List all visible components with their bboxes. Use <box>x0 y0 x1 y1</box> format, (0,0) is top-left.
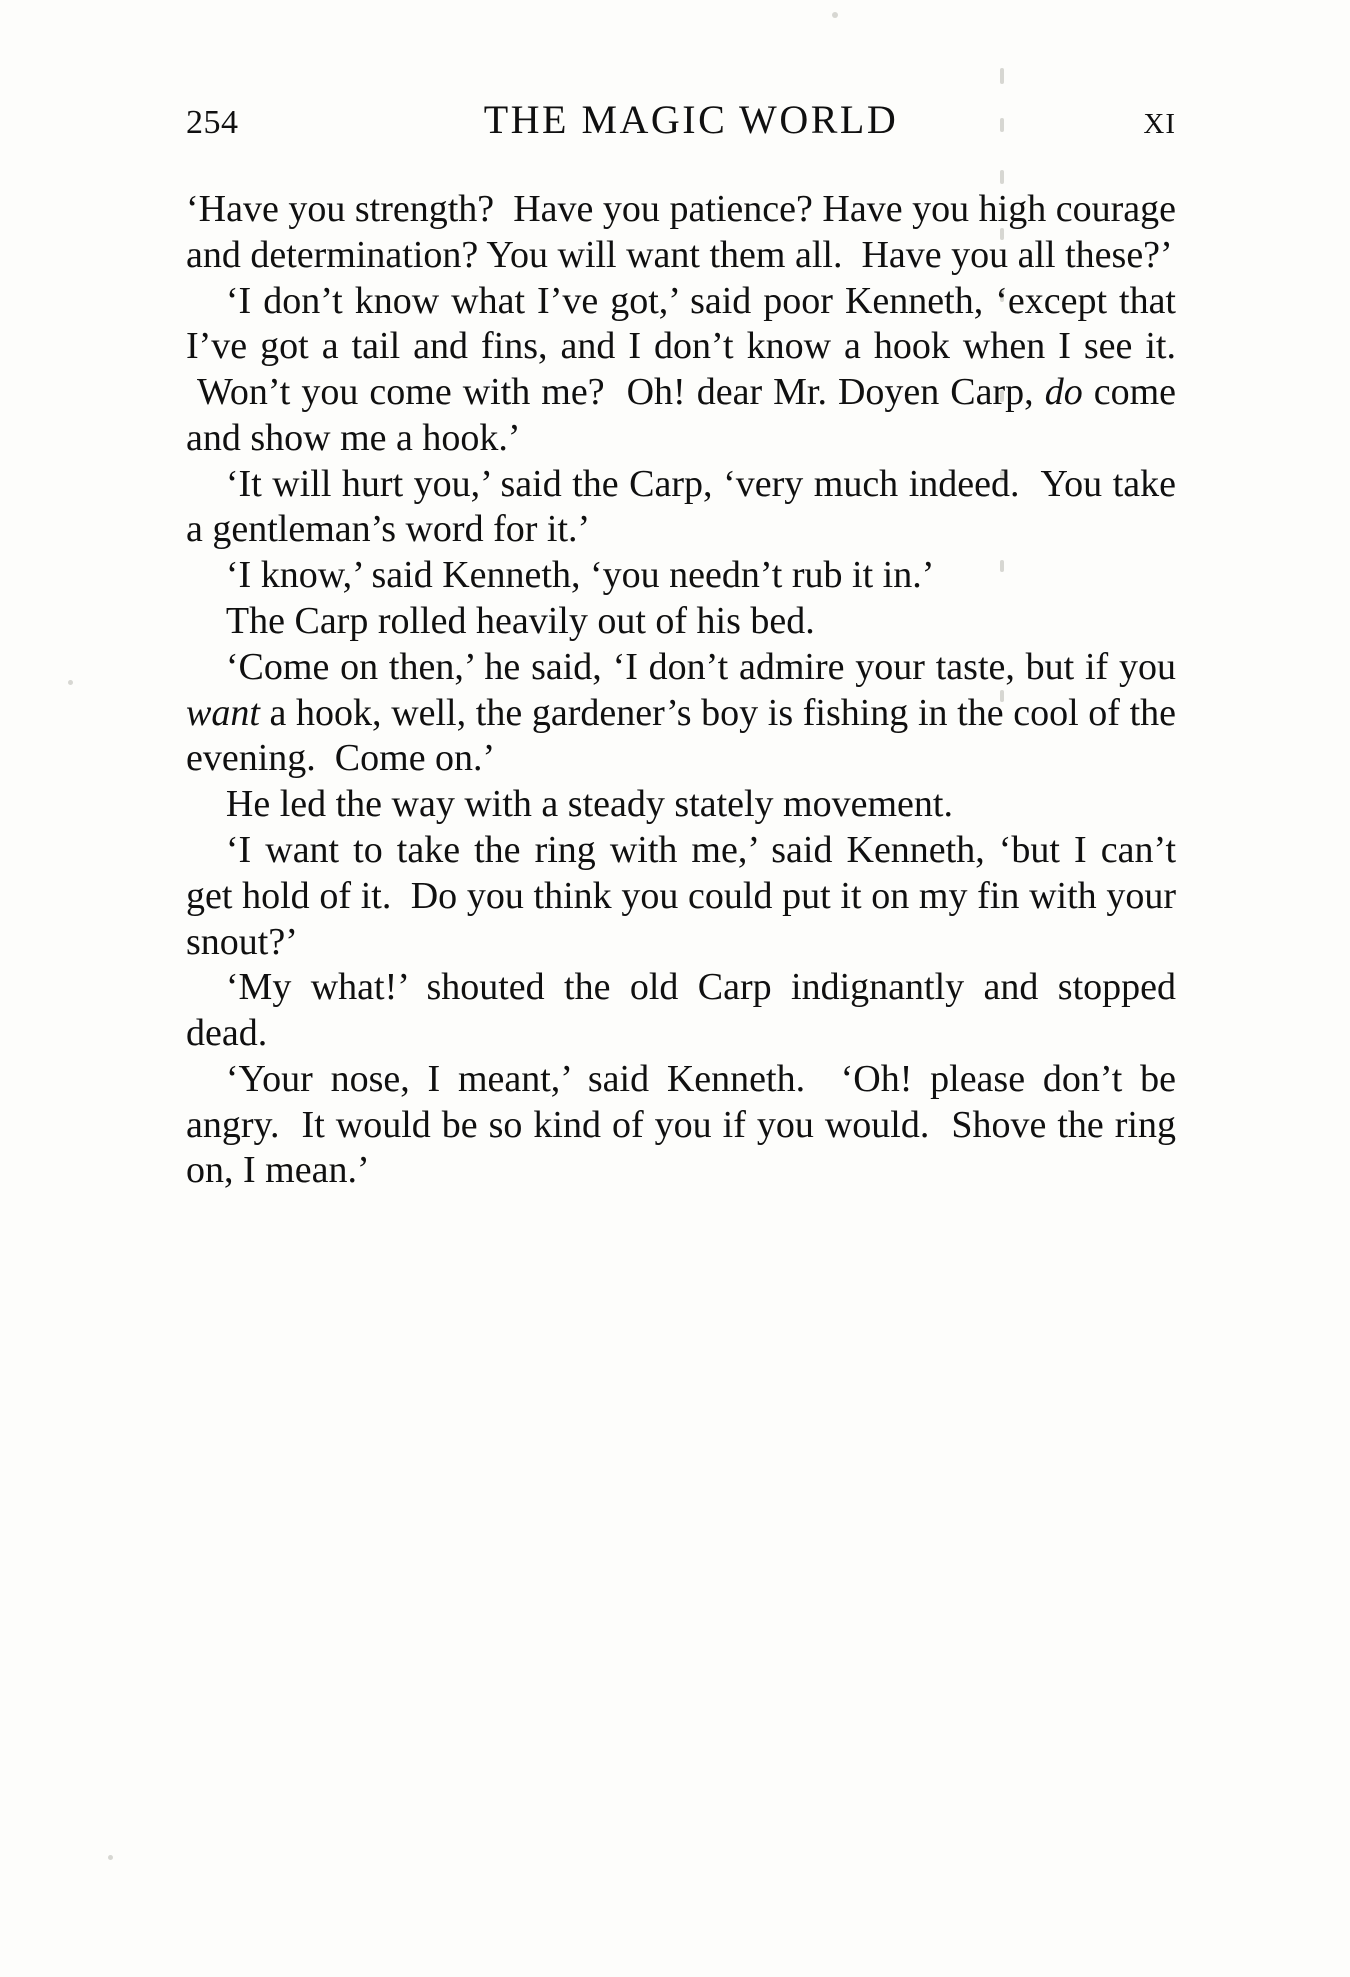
paragraph: ‘I want to take the ring with me,’ said Kenneth, ‘but I can’t get hold of it. Do you think you could put it on my fin with your snout?’ <box>186 828 1176 963</box>
book-title: THE MAGIC WORLD <box>483 97 899 142</box>
chapter-number: XI <box>1143 108 1176 140</box>
paragraph: ‘Come on then,’ he said, ‘I don’t admire your taste, but if you want a hook, well, the gardener’s boy is fishing in the cool of the evening. Come on.’ <box>186 645 1176 780</box>
paragraph: The Carp rolled heavily out of his bed. <box>225 600 815 643</box>
paragraph: ‘It will hurt you,’ said the Carp, ‘very much indeed. You take a gentleman’s word for it.’ <box>186 462 1176 551</box>
scan-speck <box>1000 68 1004 84</box>
scan-speck <box>68 680 73 685</box>
body-text <box>186 187 1176 1194</box>
running-head <box>186 96 1176 143</box>
scan-speck <box>108 1855 113 1860</box>
paragraph: ‘I know,’ said Kenneth, ‘you needn’t rub it in.’ <box>225 554 935 597</box>
paragraph: ‘Your nose, I meant,’ said Kenneth. ‘Oh! please don’t be angry. It would be so kind of you if you would. Shove the ring on, I mean.’ <box>186 1057 1176 1192</box>
paragraph: ‘Have you strength? Have you patience? Have you high courage and determination? You will want them all. Have you all these?’ <box>186 188 1176 276</box>
page-number: 254 <box>186 104 239 141</box>
page-content <box>186 96 1176 1194</box>
paragraph: ‘My what!’ shouted the old Carp indignantly and stopped dead. <box>186 966 1176 1055</box>
scan-speck <box>832 12 838 18</box>
paragraph: He led the way with a steady stately movement. <box>225 783 953 826</box>
paragraph: ‘I don’t know what I’ve got,’ said poor Kenneth, ‘except that I’ve got a tail and fins, and I don’t know a hook when I see it. Won’t you come with me? Oh! dear Mr. Doyen Carp, do come and show me a hook.’ <box>186 279 1176 459</box>
